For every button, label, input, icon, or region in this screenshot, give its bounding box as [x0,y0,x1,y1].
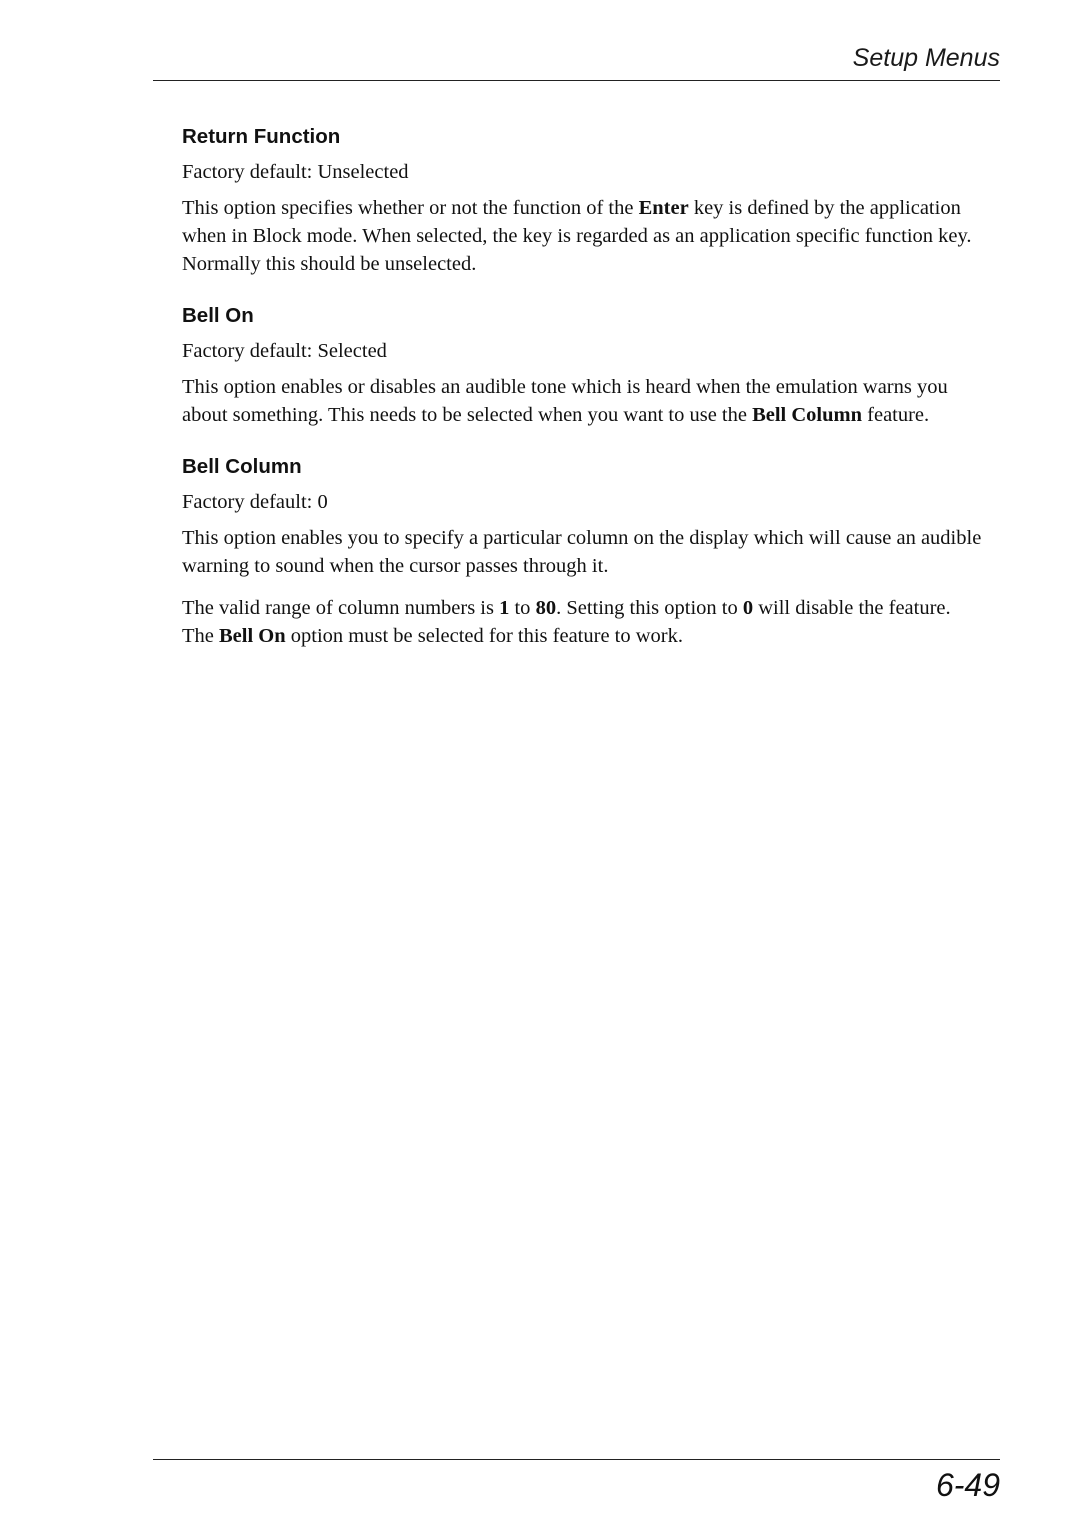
section-return-function [182,125,982,278]
section-range-note: The valid range of column numbers is 1 to 80. Setting this option to 0 will disable the feature. The Bell On option must be selected for this feature to work. [182,597,951,647]
section-description: This option enables you to specify a particular column on the display which will cause an audible warning to sound when the cursor passes through it. [182,527,982,577]
section-heading: Return Function [182,125,341,148]
key-term: Bell On [219,625,286,647]
page-number: 6-49 [935,1467,1000,1503]
key-term: 80 [535,597,557,619]
factory-default: Factory default: Unselected [182,161,409,183]
key-term: 1 [499,597,510,619]
key-term: Enter [638,197,689,219]
section-heading: Bell On [182,304,254,327]
factory-default: Factory default: 0 [182,491,328,513]
header-rule [153,80,1000,81]
section-description: This option specifies whether or not the function of the Enter key is defined by the application when in Block mode. When selected, the key is regarded as an application specific function key. Normally this should be unselected. [182,197,972,275]
key-term: Bell Column [752,404,863,426]
running-head-title: Setup Menus [852,44,1000,72]
footer-rule [153,1459,1000,1460]
key-term: 0 [742,597,754,619]
section-description: This option enables or disables an audible tone which is heard when the emulation warns you about something. This needs to be selected when you want to use the Bell Column feature. [182,376,948,426]
factory-default: Factory default: Selected [182,340,387,362]
section-heading: Bell Column [182,455,302,478]
page-content [182,125,982,664]
section-bell-column [182,455,982,650]
section-bell-on [182,304,982,429]
